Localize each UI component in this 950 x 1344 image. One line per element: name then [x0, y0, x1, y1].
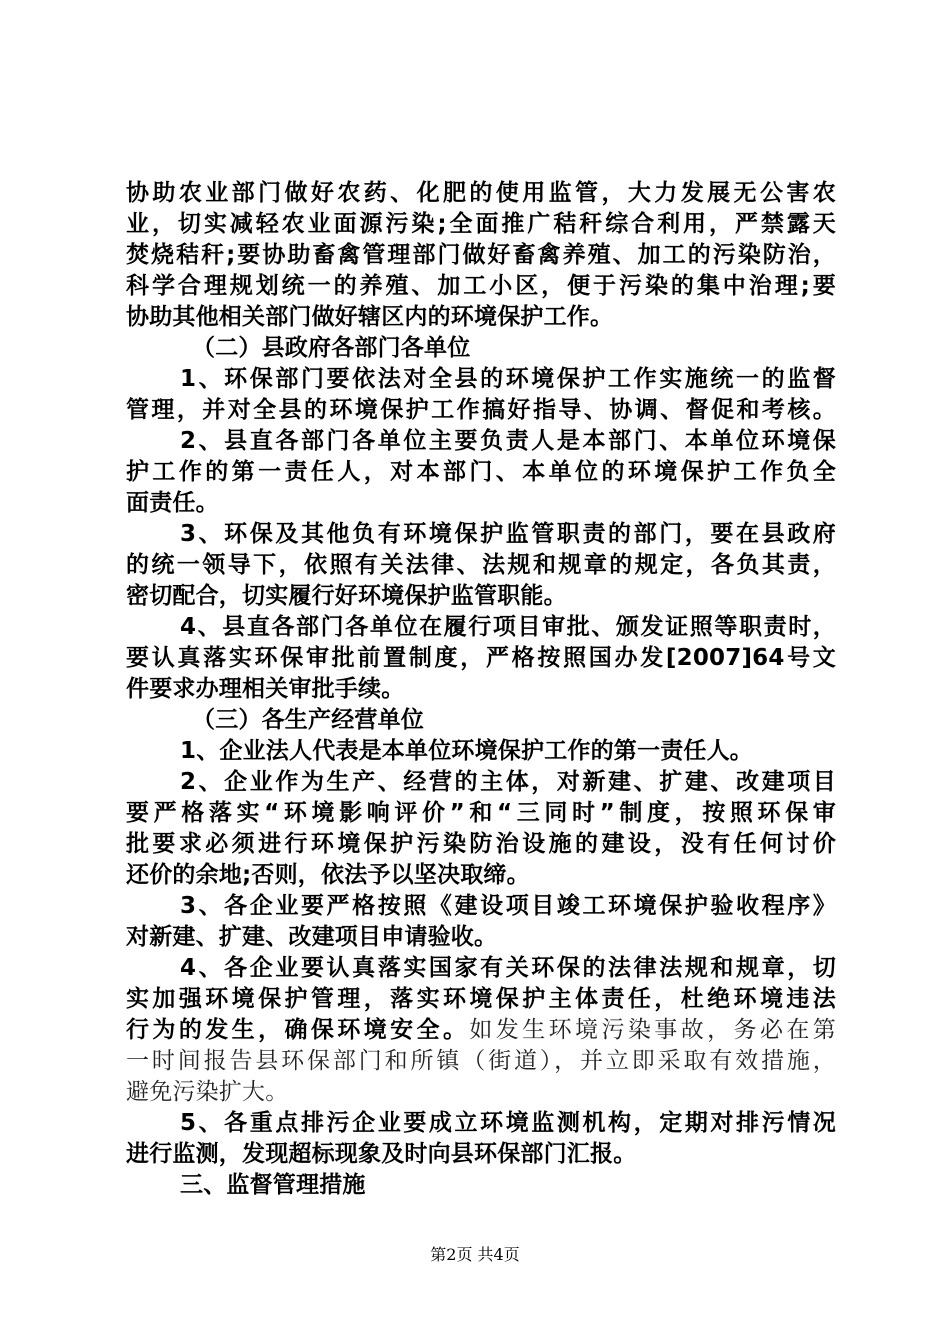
text-line: 4、各企业要认真落实国家有关环保的法律法规和规章，切 [180, 955, 836, 981]
text-line: 5、各重点排污企业要成立环境监测机构，定期对排污情况 [180, 1110, 836, 1136]
text-segment-bold: 行为的发生，确保环境安全。 [126, 1017, 470, 1043]
text-segment-light: 如发生环境污染事故，务必在第 [469, 1017, 836, 1043]
text-line: 2、县直各部门各单位主要负责人是本部门、本单位环境保 [180, 428, 836, 454]
text-line: 2、企业作为生产、经营的主体，对新建、扩建、改建项目 [180, 769, 836, 795]
text-line: 业，切实减轻农业面源污染;全面推广秸秆综合利用，严禁露天 [126, 211, 836, 237]
text-line: 焚烧秸秆;要协助畜禽管理部门做好畜禽养殖、加工的污染防治， [126, 242, 836, 268]
text-line: 一时间报告县环保部门和所镇（街道），并立即采取有效措施， [126, 1048, 836, 1074]
text-line: 批要求必须进行环境保护污染防治设施的建设，没有任何讨价 [126, 831, 836, 857]
text-line: 密切配合，切实履行好环境保护监管职能。 [126, 583, 567, 609]
text-line: 避免污染扩大。 [126, 1079, 289, 1105]
paragraph-block-light [126, 1046, 836, 1108]
text-line: （三）各生产经营单位 [192, 707, 424, 733]
text-line: 协助农业部门做好农药、化肥的使用监管，大力发展无公害农 [126, 180, 836, 206]
text-line: 护工作的第一责任人，对本部门、本单位的环境保护工作负全 [126, 459, 836, 485]
text-line: 要严格落实“环境影响评价”和“三同时”制度，按照环保审 [126, 800, 836, 826]
text-line: （二）县政府各部门各单位 [192, 335, 471, 361]
text-line: 1、企业法人代表是本单位环境保护工作的第一责任人。 [180, 738, 754, 764]
text-line: 3、环保及其他负有环境保护监管职责的部门，要在县政府 [180, 521, 836, 547]
text-line: 的统一领导下，依照有关法律、法规和规章的规定，各负其责， [126, 552, 836, 578]
text-line: 要认真落实环保审批前置制度，严格按照国办发[2007]64号文 [126, 645, 836, 671]
text-line: 4、县直各部门各单位在履行项目审批、颁发证照等职责时， [180, 614, 836, 640]
text-line: 3、各企业要严格按照《建设项目竣工环境保护验收程序》 [180, 893, 836, 919]
text-line: 三、监督管理措施 [180, 1172, 366, 1198]
text-line: 还价的余地;否则，依法予以坚决取缔。 [126, 862, 530, 888]
text-line: 1、环保部门要依法对全县的环境保护工作实施统一的监督 [180, 366, 836, 392]
text-line: 面责任。 [126, 490, 219, 516]
paragraph-block-closing [126, 1108, 836, 1201]
document-body [126, 178, 836, 1201]
page-number-footer: 第2页 共4页 [430, 1245, 520, 1264]
text-line: 对新建、扩建、改建项目申请验收。 [126, 924, 498, 950]
text-line: 实加强环境保护管理，落实环境保护主体责任，杜绝环境违法 [126, 986, 836, 1012]
text-line: 科学合理规划统一的养殖、加工小区，便于污染的集中治理;要 [126, 273, 836, 299]
text-line-mixed [126, 1015, 836, 1046]
text-line: 协助其他相关部门做好辖区内的环境保护工作。 [126, 304, 614, 330]
text-line: 件要求办理相关审批手续。 [126, 676, 405, 702]
paragraph-block-main [126, 178, 836, 1015]
text-line: 管理，并对全县的环境保护工作搞好指导、协调、督促和考核。 [126, 397, 836, 423]
text-line: 进行监测，发现超标现象及时向县环保部门汇报。 [126, 1141, 637, 1167]
